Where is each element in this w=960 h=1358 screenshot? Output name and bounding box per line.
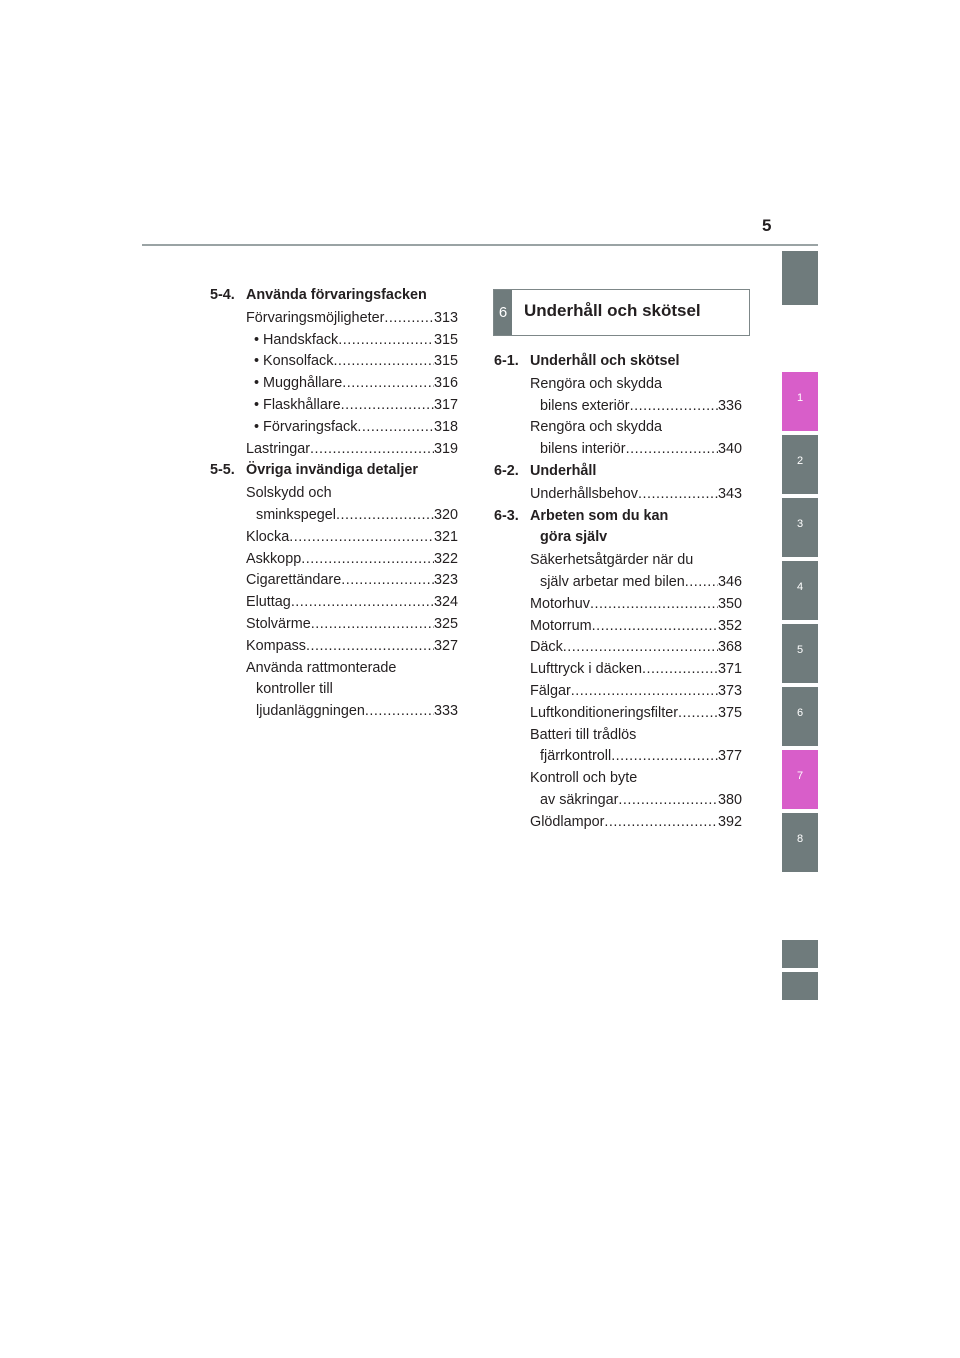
toc-entry-label: • Förvaringsfack xyxy=(254,418,358,435)
toc-entry[interactable] xyxy=(494,374,742,418)
toc-entry[interactable] xyxy=(494,725,742,769)
toc-entry[interactable] xyxy=(494,594,742,616)
toc-entry[interactable] xyxy=(210,636,458,658)
toc-entry[interactable] xyxy=(210,351,458,373)
toc-entry-label: Motorhuv xyxy=(530,595,590,612)
toc-entry-label-line: Rengöra och skydda xyxy=(530,375,662,392)
side-tab-blank[interactable] xyxy=(782,251,818,305)
side-tab-5[interactable]: 5 xyxy=(782,624,818,683)
toc-entry-label-line: Rengöra och skydda xyxy=(530,419,662,436)
side-tab-4[interactable]: 4 xyxy=(782,561,818,620)
dot-leader xyxy=(306,636,434,658)
dot-leader xyxy=(338,330,434,352)
toc-entry-label-line: kontroller till xyxy=(256,681,333,698)
toc-entry-page: 316 xyxy=(433,375,458,392)
toc-entry[interactable] xyxy=(210,527,458,549)
section-number: 6-2. xyxy=(494,462,519,479)
dot-leader xyxy=(291,592,434,614)
toc-entry-page: 346 xyxy=(717,573,742,590)
toc-entry-page: 320 xyxy=(433,506,458,523)
toc-entry-label: Kompass xyxy=(246,637,306,654)
dot-leader xyxy=(289,527,434,549)
toc-entry-page: 333 xyxy=(433,703,458,720)
dot-leader xyxy=(301,549,434,571)
section-title: Underhåll xyxy=(530,462,597,479)
section-title-line: göra själv xyxy=(540,529,608,546)
dot-leader xyxy=(384,308,434,330)
toc-entry-label-line: Kontroll och byte xyxy=(530,770,638,787)
toc-entry-page: 350 xyxy=(717,595,742,612)
toc-entry-page: 373 xyxy=(717,682,742,699)
toc-entry-page: 319 xyxy=(433,440,458,457)
toc-entry-page: 340 xyxy=(717,441,742,458)
toc-entry-label: bilens interiör xyxy=(540,441,626,458)
toc-entry-page: 352 xyxy=(717,617,742,634)
dot-leader xyxy=(342,373,434,395)
toc-entry-label: Glödlampor xyxy=(530,813,605,830)
side-tab-3[interactable]: 3 xyxy=(782,498,818,557)
dot-leader xyxy=(341,570,434,592)
toc-section-heading xyxy=(210,285,458,307)
toc-entry[interactable] xyxy=(210,373,458,395)
toc-entry-page: 323 xyxy=(433,572,458,589)
dot-leader xyxy=(365,701,434,723)
toc-entry[interactable] xyxy=(210,417,458,439)
dot-leader xyxy=(611,746,718,768)
toc-entry-label: Askkopp xyxy=(246,550,302,567)
dot-leader xyxy=(341,395,434,417)
dot-leader xyxy=(357,417,434,439)
toc-entry-label: Däck xyxy=(530,639,563,656)
toc-entry-label-line: Batteri till trådlös xyxy=(530,726,637,743)
toc-entry-page: 380 xyxy=(717,791,742,808)
toc-entry[interactable] xyxy=(494,616,742,638)
toc-entry[interactable] xyxy=(210,658,458,723)
dot-leader xyxy=(626,439,718,461)
section-number: 6-3. xyxy=(494,507,519,524)
toc-entry[interactable] xyxy=(210,570,458,592)
chapter-number: 6 xyxy=(494,290,512,335)
toc-entry-label: av säkringar xyxy=(540,791,619,808)
toc-entry[interactable] xyxy=(494,637,742,659)
toc-entry-label: Motorrum xyxy=(530,617,592,634)
toc-entry-label: Lufttryck i däcken xyxy=(530,661,642,678)
toc-entry-label: bilens exteriör xyxy=(540,397,630,414)
dot-leader xyxy=(638,484,718,506)
side-tab-blank[interactable] xyxy=(782,972,818,1000)
chapter-title: Underhåll och skötsel xyxy=(524,301,701,320)
dot-leader xyxy=(642,659,718,681)
toc-entry-label: Eluttag xyxy=(246,594,291,611)
side-tab-1[interactable]: 1 xyxy=(782,372,818,431)
toc-entry[interactable] xyxy=(210,330,458,352)
toc-entry-page: 327 xyxy=(433,637,458,654)
toc-entry-label: • Flaskhållare xyxy=(254,396,341,413)
toc-entry[interactable] xyxy=(210,308,458,330)
dot-leader xyxy=(590,594,718,616)
toc-entry-label: • Mugghållare xyxy=(254,375,343,392)
toc-entry-label: fjärrkontroll xyxy=(540,748,612,765)
toc-entry-label: Klocka xyxy=(246,528,290,545)
toc-entry[interactable] xyxy=(210,614,458,636)
toc-entry-page: 313 xyxy=(433,309,458,326)
section-title: Övriga invändiga detaljer xyxy=(246,462,418,479)
section-number: 6-1. xyxy=(494,353,519,369)
side-tab-blank[interactable] xyxy=(782,940,818,968)
dot-leader xyxy=(618,790,718,812)
section-title: Använda förvaringsfacken xyxy=(246,287,427,303)
toc-entry[interactable] xyxy=(494,768,742,812)
toc-section-heading xyxy=(210,460,458,482)
toc-right-column xyxy=(494,351,742,834)
header-rule xyxy=(142,244,818,246)
toc-entry-page: 318 xyxy=(433,418,458,435)
toc-entry-label: Cigarettändare xyxy=(246,572,342,589)
toc-entry-label: • Handskfack xyxy=(254,331,339,348)
toc-entry-page: 324 xyxy=(433,594,458,611)
page-number: 5 xyxy=(762,216,772,235)
dot-leader xyxy=(311,614,434,636)
side-tab-7[interactable]: 7 xyxy=(782,750,818,809)
toc-entry-page: 343 xyxy=(717,485,742,502)
toc-entry[interactable] xyxy=(210,549,458,571)
toc-entry-page: 315 xyxy=(433,331,458,348)
section-number: 5-4. xyxy=(210,287,235,303)
dot-leader xyxy=(592,616,718,638)
toc-entry[interactable] xyxy=(494,659,742,681)
side-tab-8[interactable]: 8 xyxy=(782,813,818,872)
dot-leader xyxy=(333,351,434,373)
toc-entry-label: Lastringar xyxy=(246,440,310,457)
toc-entry[interactable] xyxy=(210,592,458,614)
toc-entry-page: 325 xyxy=(433,615,458,632)
toc-entry-label-line: Använda rattmonterade xyxy=(246,659,397,676)
toc-entry-label: ljudanläggningen xyxy=(256,703,365,720)
toc-entry-label: Luftkonditioneringsfilter xyxy=(530,704,678,721)
toc-entry-page: 322 xyxy=(433,550,458,567)
toc-entry-page: 377 xyxy=(717,748,742,765)
dot-leader xyxy=(310,439,434,461)
toc-entry-label: Underhållsbehov xyxy=(530,485,639,502)
toc-entry[interactable] xyxy=(494,550,742,594)
toc-entry-page: 375 xyxy=(717,704,742,721)
toc-entry-label: • Konsolfack xyxy=(254,353,334,370)
dot-leader xyxy=(604,812,718,834)
dot-leader xyxy=(571,681,718,703)
toc-entry[interactable] xyxy=(210,439,458,461)
toc-entry-page: 315 xyxy=(433,353,458,370)
toc-entry-page: 336 xyxy=(717,397,742,414)
toc-section-heading xyxy=(494,461,742,483)
toc-entry-page: 371 xyxy=(717,661,742,678)
toc-entry[interactable] xyxy=(494,812,742,834)
toc-section-heading xyxy=(494,506,742,550)
chapter-header-box xyxy=(493,289,750,336)
toc-entry[interactable] xyxy=(494,484,742,506)
dot-leader xyxy=(685,572,718,594)
toc-entry-label: sminkspegel xyxy=(256,506,336,523)
toc-entry[interactable] xyxy=(494,681,742,703)
dot-leader xyxy=(630,396,718,418)
toc-entry-page: 392 xyxy=(717,813,742,830)
dot-leader xyxy=(336,505,434,527)
toc-entry-page: 321 xyxy=(433,528,458,545)
dot-leader xyxy=(563,637,718,659)
side-tab-6[interactable]: 6 xyxy=(782,687,818,746)
toc-entry-label: Stolvärme xyxy=(246,615,311,632)
toc-section-heading xyxy=(494,351,742,373)
section-title: Underhåll och skötsel xyxy=(530,353,680,369)
toc-entry-page: 317 xyxy=(433,396,458,413)
toc-entry[interactable] xyxy=(210,395,458,417)
toc-entry[interactable] xyxy=(210,483,458,527)
toc-entry-label: själv arbetar med bilen xyxy=(540,573,685,590)
section-title: Arbeten som du kan xyxy=(530,507,669,524)
toc-entry-label: Förvaringsmöjligheter xyxy=(246,309,385,326)
toc-entry-label-line: Säkerhetsåtgärder när du xyxy=(530,552,694,569)
section-number: 5-5. xyxy=(210,462,235,479)
toc-left-column xyxy=(210,285,458,723)
toc-entry-label: Fälgar xyxy=(530,682,571,699)
toc-entry-label-line: Solskydd och xyxy=(246,485,332,502)
dot-leader xyxy=(678,703,718,725)
side-tab-2[interactable]: 2 xyxy=(782,435,818,494)
toc-entry-page: 368 xyxy=(717,639,742,656)
toc-entry[interactable] xyxy=(494,417,742,461)
toc-entry[interactable] xyxy=(494,703,742,725)
